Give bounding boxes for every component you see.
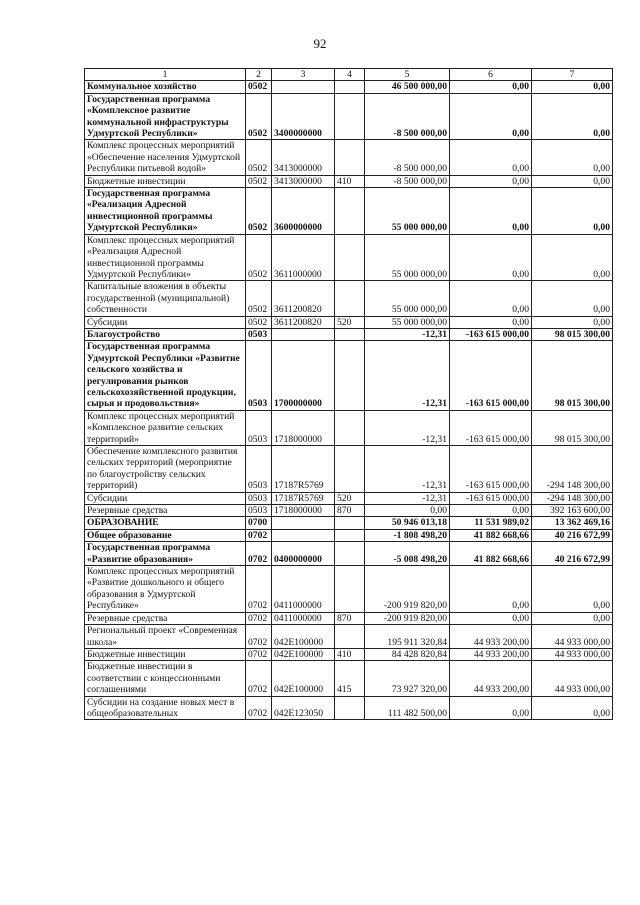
column-header: 2 bbox=[246, 69, 272, 81]
amount-col6-cell: 11 531 989,02 bbox=[450, 517, 532, 529]
target-code-cell: 042E123050 bbox=[272, 696, 335, 720]
target-code-cell bbox=[272, 81, 335, 93]
target-code-cell: 3611000000 bbox=[272, 234, 335, 281]
target-code-cell: 3611200820 bbox=[272, 316, 335, 328]
amount-col7-cell: 40 216 672,99 bbox=[532, 542, 613, 566]
amount-col5-cell: -200 919 820,00 bbox=[365, 566, 450, 613]
column-header: 3 bbox=[272, 69, 335, 81]
expense-type-cell: 520 bbox=[335, 492, 365, 504]
amount-col7-cell: 44 933 000,00 bbox=[532, 648, 613, 660]
page-number: 92 bbox=[313, 36, 327, 51]
section-code-cell: 0503 bbox=[246, 410, 272, 445]
budget-table bbox=[84, 68, 613, 720]
amount-col6-cell: 0,00 bbox=[450, 316, 532, 328]
target-code-cell: 3400000000 bbox=[272, 93, 335, 140]
table-row bbox=[85, 81, 613, 93]
amount-col7-cell: 44 933 000,00 bbox=[532, 661, 613, 696]
amount-col7-cell: 0,00 bbox=[532, 188, 613, 235]
amount-col7-cell: 0,00 bbox=[532, 175, 613, 187]
amount-col6-cell: 0,00 bbox=[450, 175, 532, 187]
expense-type-cell bbox=[335, 81, 365, 93]
row-name-cell: Субсидии bbox=[85, 492, 246, 504]
target-code-cell: 3413000000 bbox=[272, 175, 335, 187]
row-name-cell: Государственная программа Удмуртской Республики «Развитие сельского хозяйства и регулирования рынков сельскохозяйственной продукции, сырья и продовольствия» bbox=[85, 341, 246, 410]
expense-type-cell bbox=[335, 234, 365, 281]
amount-col7-cell: 0,00 bbox=[532, 93, 613, 140]
expense-type-cell bbox=[335, 566, 365, 613]
target-code-cell: 3611200820 bbox=[272, 281, 335, 316]
table-row bbox=[85, 234, 613, 281]
target-code-cell bbox=[272, 517, 335, 529]
amount-col5-cell: 55 000 000,00 bbox=[365, 316, 450, 328]
amount-col7-cell: 392 163 600,00 bbox=[532, 505, 613, 517]
amount-col6-cell: 0,00 bbox=[450, 188, 532, 235]
amount-col7-cell: 0,00 bbox=[532, 566, 613, 613]
section-code-cell: 0503 bbox=[246, 446, 272, 493]
row-name-cell: Комплекс процессных мероприятий «Реализация Адресной инвестиционной программы Удмуртской Республики» bbox=[85, 234, 246, 281]
row-name-cell: Бюджетные инвестиции в соответствии с концессионными соглашениями bbox=[85, 661, 246, 696]
expense-type-cell: 410 bbox=[335, 175, 365, 187]
target-code-cell: 3600000000 bbox=[272, 188, 335, 235]
table-row bbox=[85, 612, 613, 624]
expense-type-cell bbox=[335, 446, 365, 493]
section-code-cell: 0502 bbox=[246, 93, 272, 140]
row-name-cell: Государственная программа «Реализация Адресной инвестиционной программы Удмуртской Республики» bbox=[85, 188, 246, 235]
target-code-cell: 0411000000 bbox=[272, 612, 335, 624]
row-name-cell: Резервные средства bbox=[85, 612, 246, 624]
expense-type-cell bbox=[335, 188, 365, 235]
row-name-cell: Общее образование bbox=[85, 529, 246, 541]
section-code-cell: 0502 bbox=[246, 175, 272, 187]
target-code-cell: 3413000000 bbox=[272, 140, 335, 175]
expense-type-cell: 410 bbox=[335, 648, 365, 660]
row-name-cell: Субсидии на создание новых мест в общеобразовательных bbox=[85, 696, 246, 720]
amount-col6-cell: 0,00 bbox=[450, 93, 532, 140]
amount-col7-cell: 0,00 bbox=[532, 612, 613, 624]
table-row bbox=[85, 566, 613, 613]
amount-col6-cell: -163 615 000,00 bbox=[450, 492, 532, 504]
amount-col6-cell: 0,00 bbox=[450, 566, 532, 613]
expense-type-cell bbox=[335, 410, 365, 445]
amount-col6-cell: 0,00 bbox=[450, 505, 532, 517]
section-code-cell: 0502 bbox=[246, 281, 272, 316]
amount-col6-cell: 44 933 200,00 bbox=[450, 648, 532, 660]
section-code-cell: 0502 bbox=[246, 316, 272, 328]
target-code-cell: 1718000000 bbox=[272, 505, 335, 517]
section-code-cell: 0702 bbox=[246, 696, 272, 720]
table-row bbox=[85, 281, 613, 316]
amount-col6-cell: 0,00 bbox=[450, 281, 532, 316]
row-name-cell: Обеспечение комплексного развития сельских территорий (мероприятие по благоустройству сельских территорий) bbox=[85, 446, 246, 493]
amount-col7-cell: 0,00 bbox=[532, 140, 613, 175]
row-name-cell: Региональный проект «Современная школа» bbox=[85, 625, 246, 649]
section-code-cell: 0502 bbox=[246, 81, 272, 93]
column-header: 6 bbox=[450, 69, 532, 81]
table-row bbox=[85, 696, 613, 720]
expense-type-cell bbox=[335, 625, 365, 649]
amount-col6-cell: 0,00 bbox=[450, 140, 532, 175]
row-name-cell: Комплекс процессных мероприятий «Комплексное развитие сельских территорий» bbox=[85, 410, 246, 445]
row-name-cell: Капитальные вложения в объекты государственной (муниципальной) собственности bbox=[85, 281, 246, 316]
column-header: 4 bbox=[335, 69, 365, 81]
table-header-row bbox=[85, 69, 613, 81]
amount-col5-cell: 73 927 320,00 bbox=[365, 661, 450, 696]
target-code-cell: 1700000000 bbox=[272, 341, 335, 410]
section-code-cell: 0702 bbox=[246, 648, 272, 660]
table-row bbox=[85, 517, 613, 529]
row-name-cell: Комплекс процессных мероприятий «Обеспечение населения Удмуртской Республики питьевой водой» bbox=[85, 140, 246, 175]
amount-col5-cell: 0,00 bbox=[365, 505, 450, 517]
section-code-cell: 0502 bbox=[246, 234, 272, 281]
expense-type-cell bbox=[335, 281, 365, 316]
amount-col5-cell: -12,31 bbox=[365, 446, 450, 493]
amount-col7-cell: 98 015 300,00 bbox=[532, 410, 613, 445]
table-row bbox=[85, 661, 613, 696]
amount-col6-cell: -163 615 000,00 bbox=[450, 341, 532, 410]
section-code-cell: 0702 bbox=[246, 542, 272, 566]
amount-col7-cell: 44 933 000,00 bbox=[532, 625, 613, 649]
table-row bbox=[85, 446, 613, 493]
table-row bbox=[85, 175, 613, 187]
table-row bbox=[85, 93, 613, 140]
amount-col6-cell: 41 882 668,66 bbox=[450, 529, 532, 541]
amount-col5-cell: 55 000 000,00 bbox=[365, 281, 450, 316]
amount-col7-cell: 13 362 469,16 bbox=[532, 517, 613, 529]
amount-col7-cell: 98 015 300,00 bbox=[532, 341, 613, 410]
amount-col5-cell: 55 000 000,00 bbox=[365, 188, 450, 235]
section-code-cell: 0702 bbox=[246, 566, 272, 613]
amount-col7-cell: 0,00 bbox=[532, 81, 613, 93]
amount-col7-cell: 40 216 672,99 bbox=[532, 529, 613, 541]
amount-col6-cell: -163 615 000,00 bbox=[450, 410, 532, 445]
table-row bbox=[85, 316, 613, 328]
expense-type-cell bbox=[335, 517, 365, 529]
row-name-cell: Субсидии bbox=[85, 316, 246, 328]
table-row bbox=[85, 529, 613, 541]
expense-type-cell bbox=[335, 93, 365, 140]
target-code-cell: 17187R5769 bbox=[272, 446, 335, 493]
section-code-cell: 0700 bbox=[246, 517, 272, 529]
table-row bbox=[85, 648, 613, 660]
amount-col5-cell: -8 500 000,00 bbox=[365, 93, 450, 140]
amount-col6-cell: 0,00 bbox=[450, 612, 532, 624]
row-name-cell: Бюджетные инвестиции bbox=[85, 175, 246, 187]
target-code-cell: 0411000000 bbox=[272, 566, 335, 613]
section-code-cell: 0503 bbox=[246, 328, 272, 340]
table-row bbox=[85, 542, 613, 566]
amount-col5-cell: 195 911 320,84 bbox=[365, 625, 450, 649]
amount-col5-cell: 55 000 000,00 bbox=[365, 234, 450, 281]
section-code-cell: 0702 bbox=[246, 612, 272, 624]
section-code-cell: 0702 bbox=[246, 661, 272, 696]
row-name-cell: Коммунальное хозяйство bbox=[85, 81, 246, 93]
amount-col5-cell: -8 500 000,00 bbox=[365, 140, 450, 175]
expense-type-cell: 870 bbox=[335, 612, 365, 624]
target-code-cell: 042E100000 bbox=[272, 661, 335, 696]
amount-col6-cell: -163 615 000,00 bbox=[450, 328, 532, 340]
amount-col6-cell: 0,00 bbox=[450, 234, 532, 281]
target-code-cell: 0400000000 bbox=[272, 542, 335, 566]
amount-col5-cell: -12,31 bbox=[365, 492, 450, 504]
column-header: 7 bbox=[532, 69, 613, 81]
amount-col5-cell: -12,31 bbox=[365, 328, 450, 340]
row-name-cell: ОБРАЗОВАНИЕ bbox=[85, 517, 246, 529]
row-name-cell: Государственная программа «Развитие образования» bbox=[85, 542, 246, 566]
column-header: 5 bbox=[365, 69, 450, 81]
expense-type-cell bbox=[335, 529, 365, 541]
amount-col5-cell: 50 946 013,18 bbox=[365, 517, 450, 529]
expense-type-cell bbox=[335, 696, 365, 720]
expense-type-cell bbox=[335, 140, 365, 175]
amount-col6-cell: -163 615 000,00 bbox=[450, 446, 532, 493]
amount-col6-cell: 0,00 bbox=[450, 696, 532, 720]
table-row bbox=[85, 625, 613, 649]
amount-col7-cell: -294 148 300,00 bbox=[532, 446, 613, 493]
section-code-cell: 0702 bbox=[246, 529, 272, 541]
column-header: 1 bbox=[85, 69, 246, 81]
row-name-cell: Благоустройство bbox=[85, 328, 246, 340]
expense-type-cell: 415 bbox=[335, 661, 365, 696]
target-code-cell: 1718000000 bbox=[272, 410, 335, 445]
amount-col5-cell: -5 008 498,20 bbox=[365, 542, 450, 566]
amount-col5-cell: -12,31 bbox=[365, 341, 450, 410]
amount-col7-cell: 0,00 bbox=[532, 234, 613, 281]
amount-col7-cell: 0,00 bbox=[532, 316, 613, 328]
amount-col5-cell: -1 808 498,20 bbox=[365, 529, 450, 541]
table-row bbox=[85, 341, 613, 410]
amount-col6-cell: 44 933 200,00 bbox=[450, 661, 532, 696]
target-code-cell bbox=[272, 328, 335, 340]
table-row bbox=[85, 140, 613, 175]
section-code-cell: 0502 bbox=[246, 140, 272, 175]
amount-col5-cell: 111 482 500,00 bbox=[365, 696, 450, 720]
target-code-cell: 042E100000 bbox=[272, 648, 335, 660]
expense-type-cell bbox=[335, 341, 365, 410]
amount-col7-cell: 98 015 300,00 bbox=[532, 328, 613, 340]
expense-type-cell: 520 bbox=[335, 316, 365, 328]
expense-type-cell bbox=[335, 328, 365, 340]
amount-col5-cell: -200 919 820,00 bbox=[365, 612, 450, 624]
target-code-cell: 17187R5769 bbox=[272, 492, 335, 504]
row-name-cell: Резервные средства bbox=[85, 505, 246, 517]
amount-col5-cell: 84 428 820,84 bbox=[365, 648, 450, 660]
amount-col5-cell: -8 500 000,00 bbox=[365, 175, 450, 187]
amount-col5-cell: -12,31 bbox=[365, 410, 450, 445]
expense-type-cell: 870 bbox=[335, 505, 365, 517]
row-name-cell: Государственная программа «Комплексное развитие коммунальной инфраструктуры Удмуртской Республики» bbox=[85, 93, 246, 140]
amount-col6-cell: 41 882 668,66 bbox=[450, 542, 532, 566]
table-row bbox=[85, 492, 613, 504]
target-code-cell bbox=[272, 529, 335, 541]
section-code-cell: 0503 bbox=[246, 505, 272, 517]
section-code-cell: 0503 bbox=[246, 341, 272, 410]
table-row bbox=[85, 505, 613, 517]
expense-type-cell bbox=[335, 542, 365, 566]
section-code-cell: 0502 bbox=[246, 188, 272, 235]
table-row bbox=[85, 188, 613, 235]
table-row bbox=[85, 410, 613, 445]
amount-col7-cell: 0,00 bbox=[532, 696, 613, 720]
section-code-cell: 0702 bbox=[246, 625, 272, 649]
amount-col7-cell: -294 148 300,00 bbox=[532, 492, 613, 504]
amount-col5-cell: 46 500 000,00 bbox=[365, 81, 450, 93]
table-row bbox=[85, 328, 613, 340]
target-code-cell: 042E100000 bbox=[272, 625, 335, 649]
amount-col6-cell: 44 933 200,00 bbox=[450, 625, 532, 649]
section-code-cell: 0503 bbox=[246, 492, 272, 504]
row-name-cell: Комплекс процессных мероприятий «Развитие дошкольного и общего образования в Удмуртской Республике» bbox=[85, 566, 246, 613]
amount-col6-cell: 0,00 bbox=[450, 81, 532, 93]
row-name-cell: Бюджетные инвестиции bbox=[85, 648, 246, 660]
amount-col7-cell: 0,00 bbox=[532, 281, 613, 316]
